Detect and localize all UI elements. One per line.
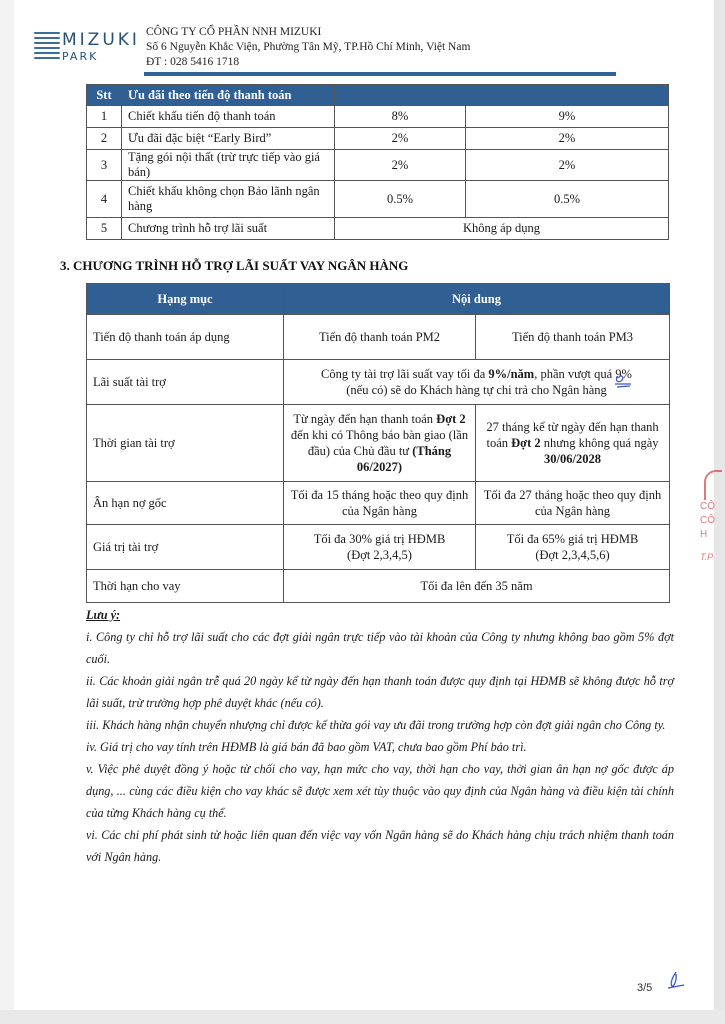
company-address: Số 6 Nguyễn Khắc Viện, Phường Tân Mỹ, TP.Hồ Chí Minh, Việt Nam [146, 41, 471, 53]
stamp-text: T.P [700, 552, 714, 562]
table-row [87, 570, 670, 603]
table-row [87, 405, 670, 482]
row-label: Ân hạn nợ gốc [87, 482, 284, 525]
table-row [87, 128, 669, 150]
cell-pm2: Tiến độ thanh toán PM2 [284, 315, 476, 360]
handwritten-initial-icon [612, 372, 634, 390]
cell-v1: 0.5% [335, 181, 466, 218]
cell-pm3: Tiến độ thanh toán PM3 [476, 315, 670, 360]
cell-item: Tặng gói nội thất (trừ trực tiếp vào giá bán) [122, 150, 335, 181]
cell-item: Chiết khấu không chọn Bảo lãnh ngân hàng [122, 181, 335, 218]
col-v1 [335, 85, 466, 106]
cell-stt: 4 [87, 181, 122, 218]
cell-v1: 2% [335, 150, 466, 181]
cell-item: Chương trình hỗ trợ lãi suất [122, 218, 335, 240]
note-item: iii. Khách hàng nhận chuyển nhượng chỉ được kế thừa gói vay ưu đãi trong trường hợp còn đợt giải ngân cho Công ty. [86, 718, 666, 732]
cell-item: Chiết khấu tiến độ thanh toán [122, 106, 335, 128]
company-phone: ĐT : 028 5416 1718 [146, 56, 240, 68]
text: Tối đa 65% giá trị HĐMB [506, 532, 639, 546]
cell-item: Ưu đãi đặc biệt “Early Bird” [122, 128, 335, 150]
text: Từ ngày đến hạn thanh toán [293, 412, 437, 426]
stamp-border [704, 470, 722, 500]
row-label: Giá trị tài trợ [87, 525, 284, 570]
stamp-text: H [700, 529, 708, 540]
cell-pm3: Tối đa 27 tháng hoặc theo quy định của Ngân hàng [476, 482, 670, 525]
note-item: ii. Các khoản giải ngân trễ quá 20 ngày kể từ ngày đến hạn thanh toán được quy định tại HĐMB sẽ không được hỗ trợ lãi suất, trừ trường hợp phê duyệt khác (nếu có). [86, 674, 674, 710]
cell-stt: 5 [87, 218, 122, 240]
table-row [87, 360, 670, 405]
bold: Đợt 2 [436, 412, 466, 426]
cell-v2: 9% [466, 106, 669, 128]
text: , phần vượt quá 9% (nếu có) sẽ do Khách hàng tự chi trả cho Ngân hàng [346, 367, 632, 397]
row-label: Thời gian tài trợ [87, 405, 284, 482]
table-row [87, 106, 669, 128]
page-edge-bottom [0, 1010, 725, 1024]
bold-rate: 9%/năm [488, 367, 535, 381]
table-row [87, 525, 670, 570]
cell-v2: 0.5% [466, 181, 669, 218]
col-stt: Stt [87, 85, 122, 106]
cell-pm3 [476, 525, 670, 570]
cell-stt: 3 [87, 150, 122, 181]
row-label: Thời hạn cho vay [87, 570, 284, 603]
row-label: Lãi suất tài trợ [87, 360, 284, 405]
table-row [87, 218, 669, 240]
note-item: iv. Giá trị cho vay tính trên HĐMB là giá bán đã bao gồm VAT, chưa bao gồm Phí bảo trì. [86, 740, 527, 754]
notes-section [86, 604, 674, 868]
cell-v2: 2% [466, 150, 669, 181]
waves-logo-icon [34, 32, 60, 62]
table-header-row [87, 284, 670, 315]
note-item: vi. Các chi phí phát sinh từ hoặc liên quan đến việc vay vốn Ngân hàng sẽ do Khách hàng chịu trách nhiệm thanh toán với Ngân hàng. [86, 828, 674, 864]
signature-icon [664, 970, 686, 992]
cell-merged: Tối đa lên đến 35 năm [284, 570, 670, 603]
cell-pm2: Tối đa 15 tháng hoặc theo quy định của Ngân hàng [284, 482, 476, 525]
cell-v1: 8% [335, 106, 466, 128]
col-v2 [466, 85, 669, 106]
table-row [87, 482, 670, 525]
company-header [146, 25, 470, 70]
header-divider [144, 72, 616, 76]
logo-text-park: PARK [62, 50, 99, 63]
text: nhưng không quá ngày [540, 436, 659, 450]
cell-pm2 [284, 525, 476, 570]
note-item: i. Công ty chỉ hỗ trợ lãi suất cho các đợt giải ngân trực tiếp vào tài khoản của Công ty nhưng không bao gồm 5% đợt cuối. [86, 630, 674, 666]
note-item: v. Việc phê duyệt đồng ý hoặc từ chối cho vay, hạn mức cho vay, thời hạn cho vay, thời gian ân hạn nợ gốc được áp dụng, ... cùng các điều kiện cho vay khác sẽ được xem xét tùy thuộc vào quy định của Ngân hàng và điều kiện tài chính của từng Khách hàng cụ thể. [86, 762, 674, 820]
text: (Đợt 2,3,4,5,6) [535, 548, 610, 562]
table-row [87, 181, 669, 218]
col-item: Ưu đãi theo tiến độ thanh toán [122, 85, 335, 106]
col-category: Hạng mục [87, 284, 284, 315]
cell-v2: 2% [466, 128, 669, 150]
table-row [87, 315, 670, 360]
stamp-text: CÔ [700, 501, 715, 512]
text: (Đợt 2,3,4,5) [347, 548, 412, 562]
company-name: CÔNG TY CỔ PHẦN NNH MIZUKI [146, 26, 322, 38]
notes-title: Lưu ý: [86, 608, 121, 622]
row-label: Tiến độ thanh toán áp dụng [87, 315, 284, 360]
section-title: 3. CHƯƠNG TRÌNH HỖ TRỢ LÃI SUẤT VAY NGÂN HÀNG [60, 258, 409, 273]
cell-pm3 [476, 405, 670, 482]
logo-text-mizuki: MIZUKI [62, 30, 140, 50]
cell-v1: 2% [335, 128, 466, 150]
stamp-text: CÔ [700, 515, 715, 526]
red-stamp [700, 470, 725, 610]
bold: 30/06/2028 [544, 452, 601, 466]
cell-stt: 2 [87, 128, 122, 150]
bold: (Tháng 06/2027) [356, 444, 452, 474]
company-logo [34, 28, 139, 68]
table-row [87, 150, 669, 181]
bold: Đợt 2 [511, 436, 541, 450]
text: Tối đa 30% giá trị HĐMB [313, 532, 446, 546]
loan-support-table [86, 283, 670, 603]
cell-stt: 1 [87, 106, 122, 128]
text: 27 tháng kể từ ngày đến hạn thanh toán [486, 420, 659, 450]
discount-table [86, 84, 669, 240]
text: đến khi có Thông báo bàn giao (lần đầu) của Chủ đầu tư [290, 428, 469, 458]
page-number: 3/5 [637, 982, 653, 994]
cell-merged: Không áp dụng [335, 218, 669, 240]
text: Công ty tài trợ lãi suất vay tối đa [321, 367, 489, 381]
cell-pm2 [284, 405, 476, 482]
table-header-row [87, 85, 669, 106]
col-content: Nội dung [284, 284, 670, 315]
